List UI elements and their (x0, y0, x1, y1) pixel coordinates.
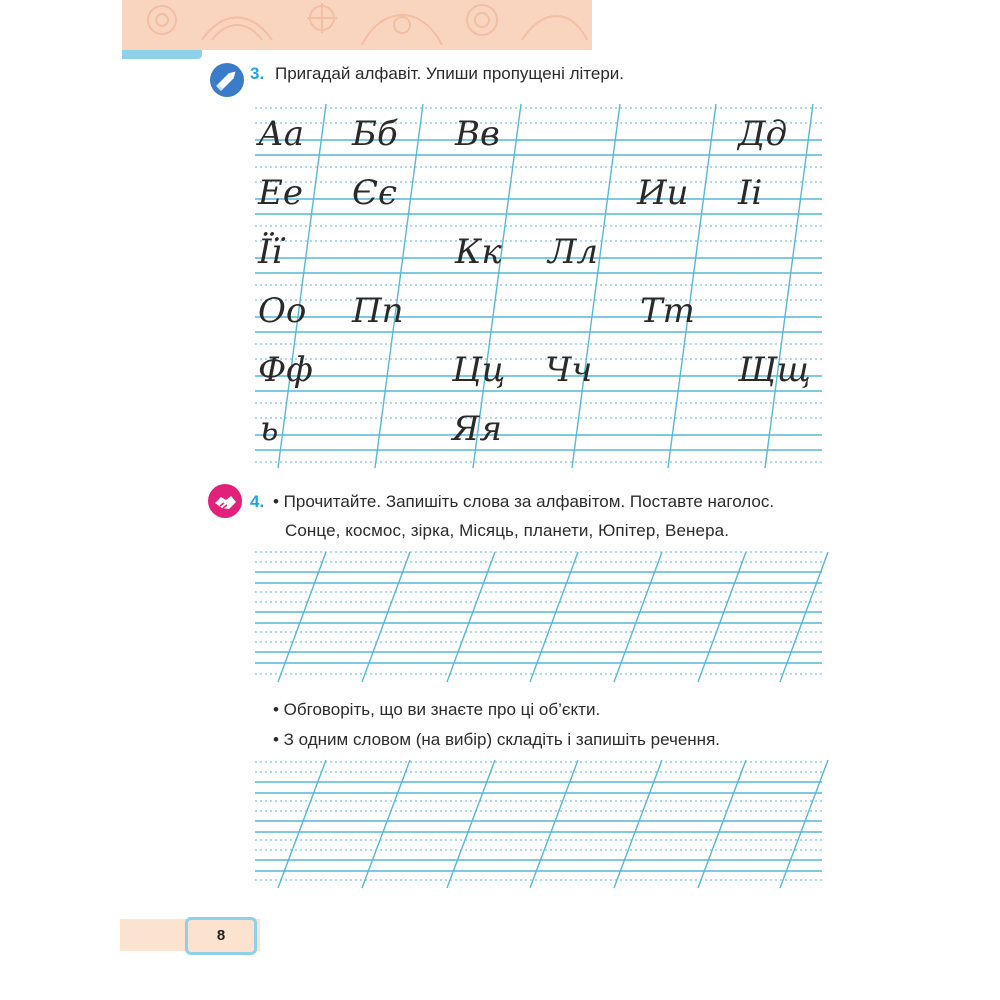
task4-discuss-prompt: • Обговоріть, що ви знаєте про ці об’єкти. (273, 700, 601, 719)
cursive-letter: Вв (455, 114, 500, 154)
cursive-letter: Ии (637, 173, 689, 213)
task4-number: 4. (250, 492, 265, 511)
slant-line (362, 760, 410, 888)
cursive-letter: Іі (738, 173, 763, 213)
task4-word-list: Сонце, космос, зірка, Місяць, планети, Юпітер, Венера. (285, 521, 730, 540)
cursive-letter: Єє (352, 173, 398, 213)
cursive-letter: Аа (258, 114, 305, 154)
cursive-letter: Ее (258, 173, 303, 213)
cursive-letter: Чч (545, 350, 593, 390)
slant-line (278, 760, 326, 888)
task3-number: 3. (250, 64, 265, 83)
cursive-letter: Пп (352, 291, 404, 331)
slant-line (698, 760, 746, 888)
cursive-letter: Яя (452, 409, 502, 449)
cursive-letter: Оо (258, 291, 307, 331)
task4-instruction: • Прочитайте. Запишіть слова за алфавітом. Поставте наголос. (273, 492, 775, 511)
slant-line (530, 760, 578, 888)
cursive-letter: Фф (258, 350, 313, 390)
slant-line (780, 760, 828, 888)
cursive-letter: ь (260, 409, 279, 449)
cursive-letter: Щщ (738, 350, 811, 390)
cursive-letter: Кк (455, 232, 502, 272)
task4-sentence-prompt: • З одним словом (на вибір) складіть і запишіть речення. (273, 730, 720, 749)
cursive-letter: Тт (640, 291, 695, 331)
task3-instruction: Пригадай алфавіт. Упиши пропущені літери. (275, 64, 624, 83)
cursive-letter: Лл (548, 232, 599, 272)
cursive-letter: Дд (738, 114, 788, 154)
slant-line (614, 760, 662, 888)
slant-line (447, 760, 495, 888)
cursive-letter: Бб (352, 114, 398, 154)
cursive-letter: Її (258, 232, 283, 272)
cursive-letter: Цц (452, 350, 506, 390)
page-number: 8 (216, 927, 226, 944)
